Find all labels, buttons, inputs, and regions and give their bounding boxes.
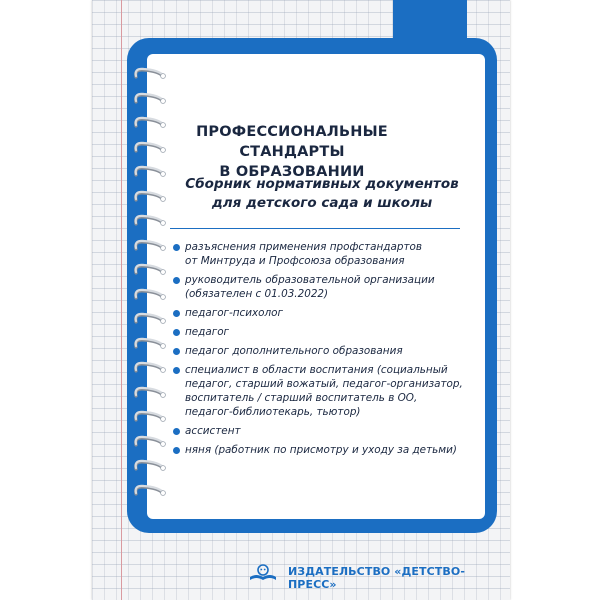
spiral-ring-icon	[130, 114, 170, 134]
spiral-ring-icon	[130, 65, 170, 85]
spiral-ring-icon	[130, 457, 170, 477]
spiral-ring-icon	[130, 163, 170, 183]
list-item-text: педагог	[185, 326, 230, 338]
list-item-text: (обязателен с 01.03.2022)	[185, 288, 329, 300]
spiral-ring-icon	[130, 433, 170, 453]
publisher-name: ИЗДАТЕЛЬСТВО «ДЕТСТВО-ПРЕСС»	[288, 565, 466, 591]
list-item	[171, 344, 471, 358]
bullet-dot-icon	[173, 348, 180, 355]
list-item	[171, 240, 471, 268]
spiral-ring-icon	[130, 408, 170, 428]
title-divider	[170, 228, 460, 229]
list-item-text: руководитель образовательной организации	[185, 274, 435, 286]
list-item-text: педагог дополнительного образования	[185, 345, 403, 357]
contents-list	[171, 240, 471, 462]
publisher-logo-icon	[248, 562, 278, 582]
list-item-text: педагог-библиотекарь, тьютор)	[185, 406, 361, 418]
list-item	[171, 363, 471, 419]
spiral-ring-icon	[130, 237, 170, 257]
spiral-ring-icon	[130, 286, 170, 306]
spiral-ring-icon	[130, 90, 170, 110]
spiral-ring-icon	[130, 139, 170, 159]
bullet-dot-icon	[173, 367, 180, 374]
spiral-ring-icon	[130, 359, 170, 379]
list-item-text: от Минтруда и Профсоюза образования	[185, 255, 405, 267]
list-item-text: няня (работник по присмотру и уходу за детьми)	[185, 444, 457, 456]
bullet-dot-icon	[173, 428, 180, 435]
spiral-ring-icon	[130, 212, 170, 232]
spiral-ring-icon	[130, 335, 170, 355]
list-item-text: ассистент	[185, 425, 241, 437]
spiral-ring-icon	[130, 482, 170, 502]
bullet-dot-icon	[173, 447, 180, 454]
spiral-ring-icon	[130, 310, 170, 330]
bullet-dot-icon	[173, 310, 180, 317]
list-item	[171, 443, 471, 457]
list-item-text: воспитатель / старший воспитатель в ОО,	[185, 392, 418, 404]
spiral-ring-icon	[130, 188, 170, 208]
list-item	[171, 424, 471, 438]
spiral-ring-icon	[130, 261, 170, 281]
list-item-text: разъяснения применения профстандартов	[185, 241, 422, 253]
list-item-text: педагог, старший вожатый, педагог-организатор,	[185, 378, 463, 390]
list-item	[171, 306, 471, 320]
book-title: ПРОФЕССИОНАЛЬНЫЕ СТАНДАРТЫ В ОБРАЗОВАНИИ	[196, 124, 388, 180]
list-item-text: педагог-психолог	[185, 307, 283, 319]
bullet-dot-icon	[173, 244, 180, 251]
list-item	[171, 273, 471, 301]
spiral-binding	[130, 65, 170, 505]
list-item	[171, 325, 471, 339]
bullet-dot-icon	[173, 277, 180, 284]
list-item-text: специалист в области воспитания (социальный	[185, 364, 448, 376]
book-subtitle: Сборник нормативных документов для детского сада и школы	[185, 176, 459, 211]
spiral-ring-icon	[130, 384, 170, 404]
bullet-dot-icon	[173, 329, 180, 336]
